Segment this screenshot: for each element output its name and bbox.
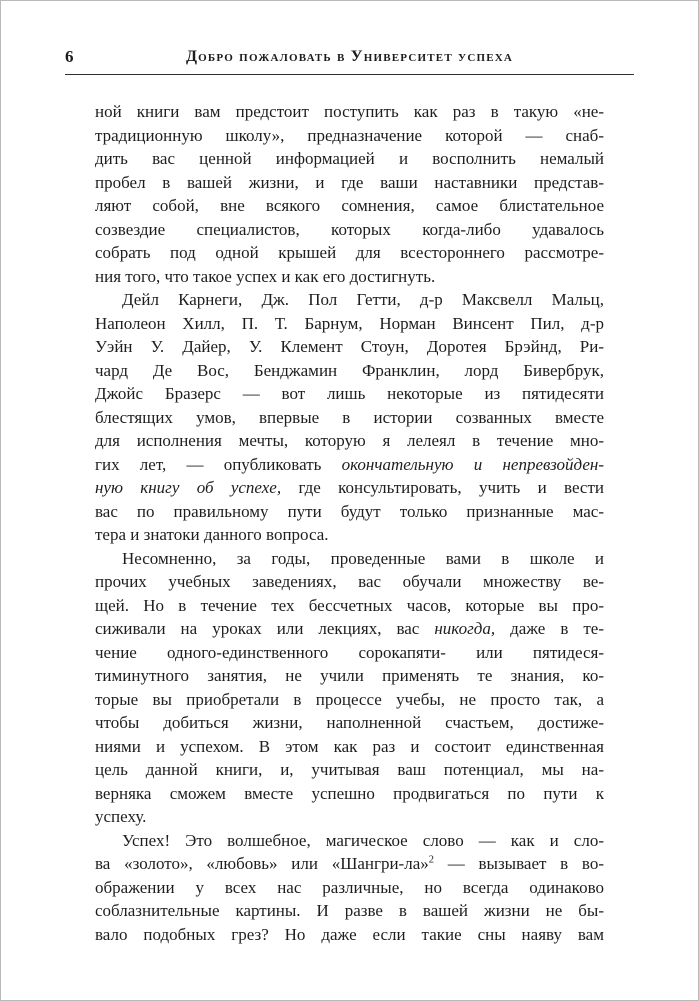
text-line: гих лет, — опубликовать окончательную и непревзойден- xyxy=(95,454,604,474)
paragraph xyxy=(95,829,604,947)
text-line: щей. Но в течение тех бессчетных часов, которые вы про- xyxy=(95,595,604,615)
text-line: Дейл Карнеги, Дж. Пол Гетти, д-р Максвелл Мальц, xyxy=(122,290,604,309)
text-line: тиминутного занятия, не учили применять те знания, ко- xyxy=(95,666,604,685)
text-line: ную книгу об успехе, где консультировать, учить и вести xyxy=(95,478,604,497)
paragraph xyxy=(95,547,604,829)
text-line: созвездие специалистов, которых когда-либо удавалось xyxy=(95,219,604,239)
text-line: верняка сможем вместе успешно продвигаться по пути к xyxy=(95,783,604,803)
text-line: ния того, что такое успех и как его достигнуть. xyxy=(95,266,436,286)
text-line: прочих учебных заведениях, вас обучали множеству ве- xyxy=(95,572,604,591)
body-text xyxy=(95,100,604,946)
footnote-marker: 2 xyxy=(428,854,435,866)
text-line: цель данной книги, и, учитывая ваш потенциал, мы на- xyxy=(95,760,604,779)
text-line: Успех! Это волшебное, магическое слово — как и сло- xyxy=(122,830,604,850)
text-line: вас по правильному пути будут только признанные мас- xyxy=(95,501,604,521)
page-header xyxy=(65,47,634,67)
text-line: чение одного-единственного сорокапяти- или пятидеся- xyxy=(95,642,604,662)
text-line: торые вы приобретали в процессе учебы, не просто так, а xyxy=(95,689,604,709)
text-line: ниями и успехом. В этом как раз и состоит единственная xyxy=(95,736,604,756)
text-line: успеху. xyxy=(95,807,147,826)
text-line: дить вас ценной информацией и восполнить немалый xyxy=(95,149,604,168)
text-line: чтобы добиться жизни, наполненной счастьем, достиже- xyxy=(95,713,604,732)
text-line: ляют собой, вне всякого сомнения, самое блистательное xyxy=(95,196,604,215)
text-line: традиционную школу», предназначение которой — снаб- xyxy=(95,125,604,145)
text-line: блестящих умов, впервые в истории созванных вместе xyxy=(95,407,604,427)
page-number: 6 xyxy=(65,47,74,66)
header-rule xyxy=(65,74,634,75)
text-line: ображении у всех нас различные, но всегда одинаково xyxy=(95,877,604,897)
text-line: Уэйн У. Дайер, У. Клемент Стоун, Доротея Брэйнд, Ри- xyxy=(95,337,604,356)
text-line: ва «золото», «любовь» или «Шангри-ла»$^2$ — вызывает в во- xyxy=(95,854,604,873)
text-line: пробел в вашей жизни, и где ваши наставники представ- xyxy=(95,172,604,192)
text-line: тера и знатоки данного вопроса. xyxy=(95,525,329,544)
paragraph xyxy=(95,100,604,288)
running-title: Добро пожаловать в Университет успеха xyxy=(185,48,514,65)
text-line: ной книги вам предстоит поступить как раз в такую «не- xyxy=(95,102,604,121)
text-line: для исполнения мечты, которую я лелеял в течение мно- xyxy=(95,431,604,450)
paragraph xyxy=(95,288,604,547)
text-line: чард Де Вос, Бенджамин Франклин, лорд Бивербрук, xyxy=(95,360,604,380)
text-line: соблазнительные картины. И разве в вашей жизни не бы- xyxy=(95,901,604,920)
text-line: вало подобных грез? Но даже если такие сны наяву вам xyxy=(95,924,604,944)
text-line: Наполеон Хилл, П. Т. Барнум, Норман Винсент Пил, д-р xyxy=(95,313,604,333)
text-line: Несомненно, за годы, проведенные вами в школе и xyxy=(122,548,604,568)
text-line: Джойс Бразерс — вот лишь некоторые из пятидесяти xyxy=(95,384,604,403)
text-line: собрать под одной крышей для всестороннего рассмотре- xyxy=(95,243,604,262)
text-line: сиживали на уроках или лекциях, вас никогда, даже в те- xyxy=(95,619,604,638)
